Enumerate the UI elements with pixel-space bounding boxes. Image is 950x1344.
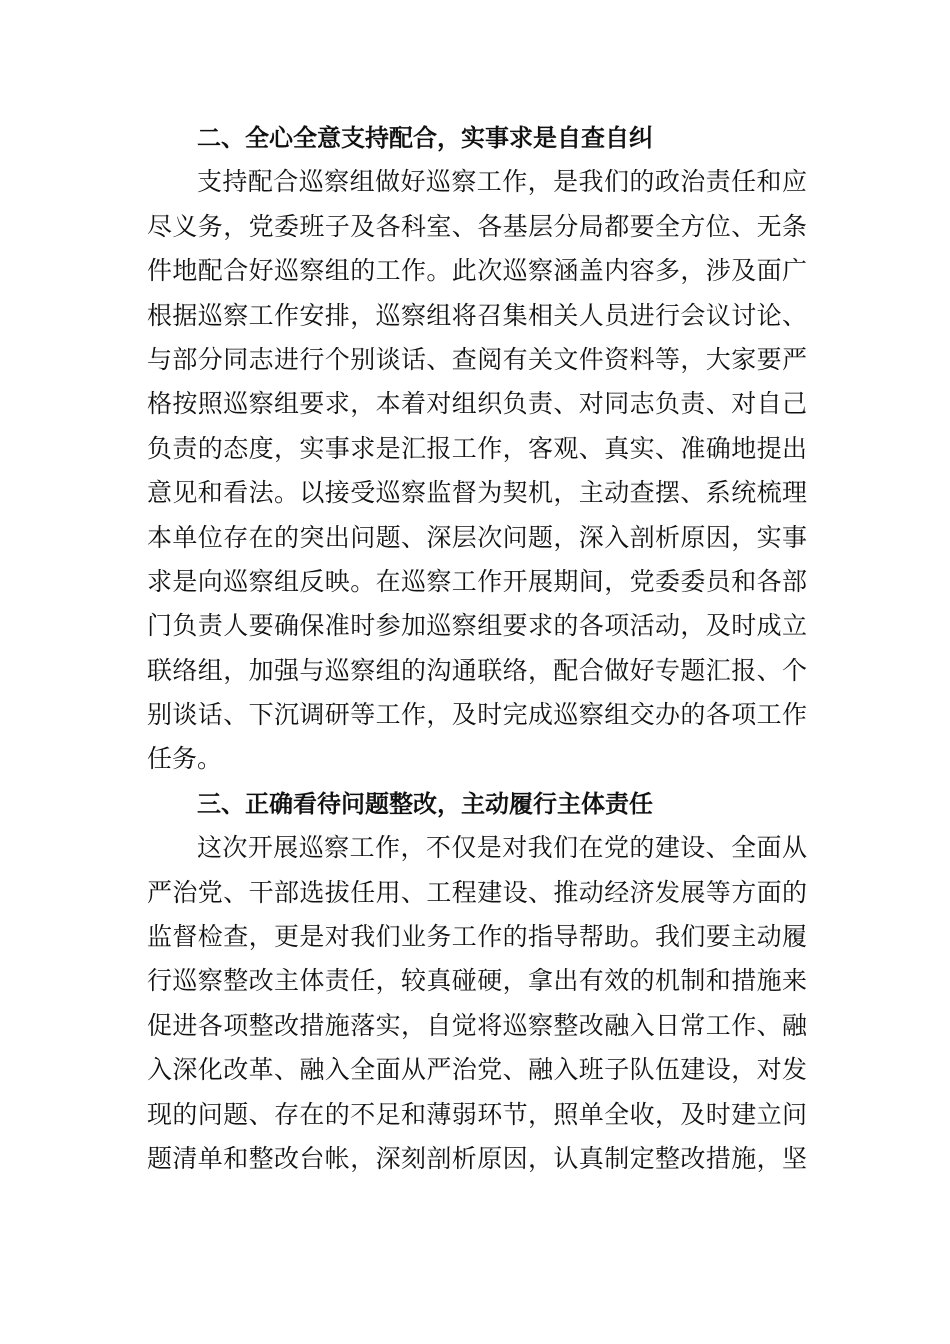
paragraph-line: 这次开展巡察工作，不仅是对我们在党的建设、全面从 <box>197 833 807 863</box>
paragraph-line: 根据巡察工作安排，巡察组将召集相关人员进行会议讨论、 <box>147 300 807 330</box>
document-body <box>147 116 807 1181</box>
paragraph-line: 严治党、干部选拔任用、工程建设、推动经济发展等方面的 <box>147 877 807 907</box>
paragraph-line: 现的问题、存在的不足和薄弱环节，照单全收，及时建立问 <box>147 1099 807 1129</box>
paragraph-line: 联络组，加强与巡察组的沟通联络，配合做好专题汇报、个 <box>147 655 807 685</box>
paragraph-line: 入深化改革、融入全面从严治党、融入班子队伍建设，对发 <box>147 1055 807 1085</box>
paragraph-line: 尽义务，党委班子及各科室、各基层分局都要全方位、无条 <box>147 211 807 241</box>
paragraph-line: 题清单和整改台帐，深刻剖析原因，认真制定整改措施，坚 <box>147 1143 807 1173</box>
section-heading-3: 三、正确看待问题整改，主动履行主体责任 <box>197 789 653 818</box>
paragraph-line: 门负责人要确保准时参加巡察组要求的各项活动，及时成立 <box>147 611 807 641</box>
paragraph-line: 监督检查，更是对我们业务工作的指导帮助。我们要主动履 <box>147 922 807 952</box>
paragraph-line: 与部分同志进行个别谈话、查阅有关文件资料等，大家要严 <box>147 344 807 374</box>
paragraph-line: 格按照巡察组要求，本着对组织负责、对同志负责、对自己 <box>147 389 807 419</box>
section-heading-2: 二、全心全意支持配合，实事求是自查自纠 <box>197 124 653 152</box>
paragraph-line: 行巡察整改主体责任，较真碰硬，拿出有效的机制和措施来 <box>147 966 807 996</box>
paragraph-line: 意见和看法。以接受巡察监督为契机，主动查摆、系统梳理 <box>147 478 807 508</box>
paragraph-line: 促进各项整改措施落实，自觉将巡察整改融入日常工作、融 <box>147 1010 807 1040</box>
paragraph-line: 求是向巡察组反映。在巡察工作开展期间，党委委员和各部 <box>147 566 807 596</box>
paragraph-line: 别谈话、下沉调研等工作，及时完成巡察组交办的各项工作 <box>147 700 807 730</box>
paragraph-line: 任务。 <box>147 744 223 774</box>
paragraph-line: 负责的态度，实事求是汇报工作，客观、真实、准确地提出 <box>147 433 807 463</box>
paragraph-line: 件地配合好巡察组的工作。此次巡察涵盖内容多，涉及面广 <box>147 256 807 286</box>
paragraph-line: 支持配合巡察组做好巡察工作，是我们的政治责任和应 <box>197 167 807 197</box>
paragraph-line: 本单位存在的突出问题、深层次问题，深入剖析原因，实事 <box>147 522 807 552</box>
